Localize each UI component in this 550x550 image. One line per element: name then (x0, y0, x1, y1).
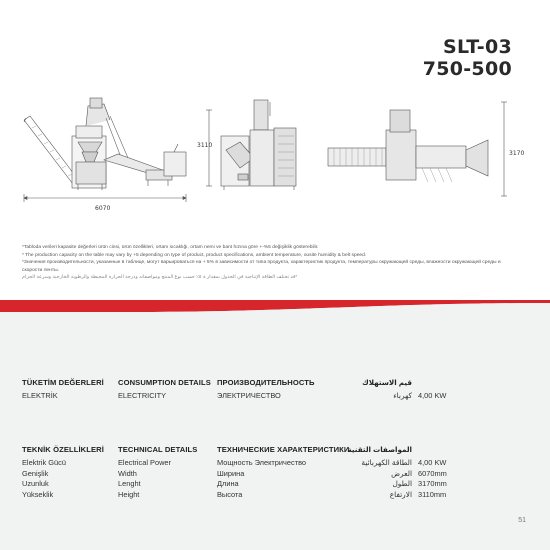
red-accent-band (0, 300, 550, 314)
consumption-tr-column (22, 378, 104, 402)
technical-value: 3170mm (418, 479, 447, 489)
consumption-en-column (118, 378, 211, 402)
consumption-ar-header: قيم الاستهلاك (362, 378, 412, 387)
model-size: 750-500 (422, 58, 512, 80)
technical-ar-row: الارتفاع (389, 489, 412, 499)
technical-values-column (418, 458, 447, 500)
technical-ar-row: الطاقة الكهربائية (361, 458, 412, 467)
technical-ar-row: الطول (392, 479, 412, 489)
side-view-drawing (24, 98, 186, 202)
technical-tr-row: Genişlik (22, 468, 49, 478)
technical-value: 3110mm (418, 489, 447, 499)
consumption-value: 4,00 KW (418, 391, 447, 400)
consumption-ar-column (340, 378, 412, 402)
top-view-drawing (328, 102, 507, 196)
technical-ru-row: Мощность Электричество (217, 458, 307, 467)
technical-tr-column (22, 445, 104, 500)
height-dimension: 3110 (197, 142, 213, 149)
technical-tr-header: TEKNİK ÖZELLİKLERİ (22, 445, 104, 454)
technical-drawings (18, 90, 532, 230)
technical-tr-row: Elektrik Gücü (22, 458, 66, 467)
technical-ar-row: العرض (391, 468, 412, 478)
consumption-tr-row: ELEKTRİK (22, 391, 58, 400)
technical-value: 4,00 KW (418, 458, 447, 467)
consumption-ru-row: ЭЛЕКТРИЧЕСТВО (217, 391, 281, 400)
length-dimension: 6070 (95, 205, 111, 212)
technical-en-column (118, 445, 197, 500)
model-code: SLT-03 (443, 36, 512, 58)
consumption-values-column (418, 391, 446, 402)
consumption-ar-row: كهرباء (393, 391, 412, 400)
red-band-svg (0, 300, 550, 314)
technical-value: 6070mm (418, 468, 447, 478)
consumption-en-header: CONSUMPTION DETAILS (118, 378, 211, 387)
technical-ru-column (217, 445, 349, 500)
technical-en-header: TECHNICAL DETAILS (118, 445, 198, 454)
technical-ru-row: Длина (217, 479, 239, 489)
note-ar: *قد تختلف الطاقة الإنتاجية في الجدول بمقدار ± ٥٪ حسب نوع المنتج ومواصفاته ودرجة الحرارة المحيطة والرطوبة الخارجية وسرعة الحزام (22, 275, 298, 281)
model-title (423, 36, 512, 80)
consumption-ru-header: ПРОИЗВОДИТЕЛЬНОСТЬ (217, 378, 315, 387)
technical-en-row: Width (118, 468, 137, 478)
technical-tr-row: Yükseklik (22, 489, 54, 499)
page-number: 51 (518, 517, 526, 524)
consumption-en-row: ELECTRICITY (118, 391, 167, 400)
front-view-drawing (206, 100, 296, 190)
note-tr: *Tabloda verileri kapasite değerleri ürün cinsi, ürün özellikleri, ortam sıcaklığı, ortam nemi ve bant hızına göre +-%5 değişiklik gösterebilir. (22, 245, 319, 250)
consumption-ru-column (217, 378, 315, 402)
technical-ru-row: Ширина (217, 468, 245, 478)
technical-en-row: Lenght (118, 479, 141, 489)
note-ru: *Значения производительности, указанные в таблице, могут варьироваться на + 5% в зависимости от типа продукта, характеристик продукта, температуры окружающей среды, влажности окружающей среды и скорости ленты. (22, 260, 501, 273)
technical-tr-row: Uzunluk (22, 479, 49, 489)
technical-ru-header: ТЕХНИЧЕСКИЕ ХАРАКТЕРИСТИКИ (217, 445, 350, 454)
technical-ar-header: المواصفات التقنية (347, 445, 412, 454)
width-dimension: 3170 (509, 150, 525, 157)
consumption-tr-header: TÜKETİM DEĞERLERİ (22, 378, 104, 387)
capacity-notes (22, 244, 512, 282)
technical-en-row: Height (118, 489, 140, 499)
technical-ar-column (340, 445, 412, 500)
technical-ru-row: Высота (217, 489, 243, 499)
note-en: * The production capacity on the table may vary by +5 depending on type of product, product specifications, ambient temperature, ousite humidity & belt speed. (22, 252, 367, 258)
specs-panel (0, 300, 550, 550)
technical-en-row: Electrical Power (118, 458, 171, 467)
